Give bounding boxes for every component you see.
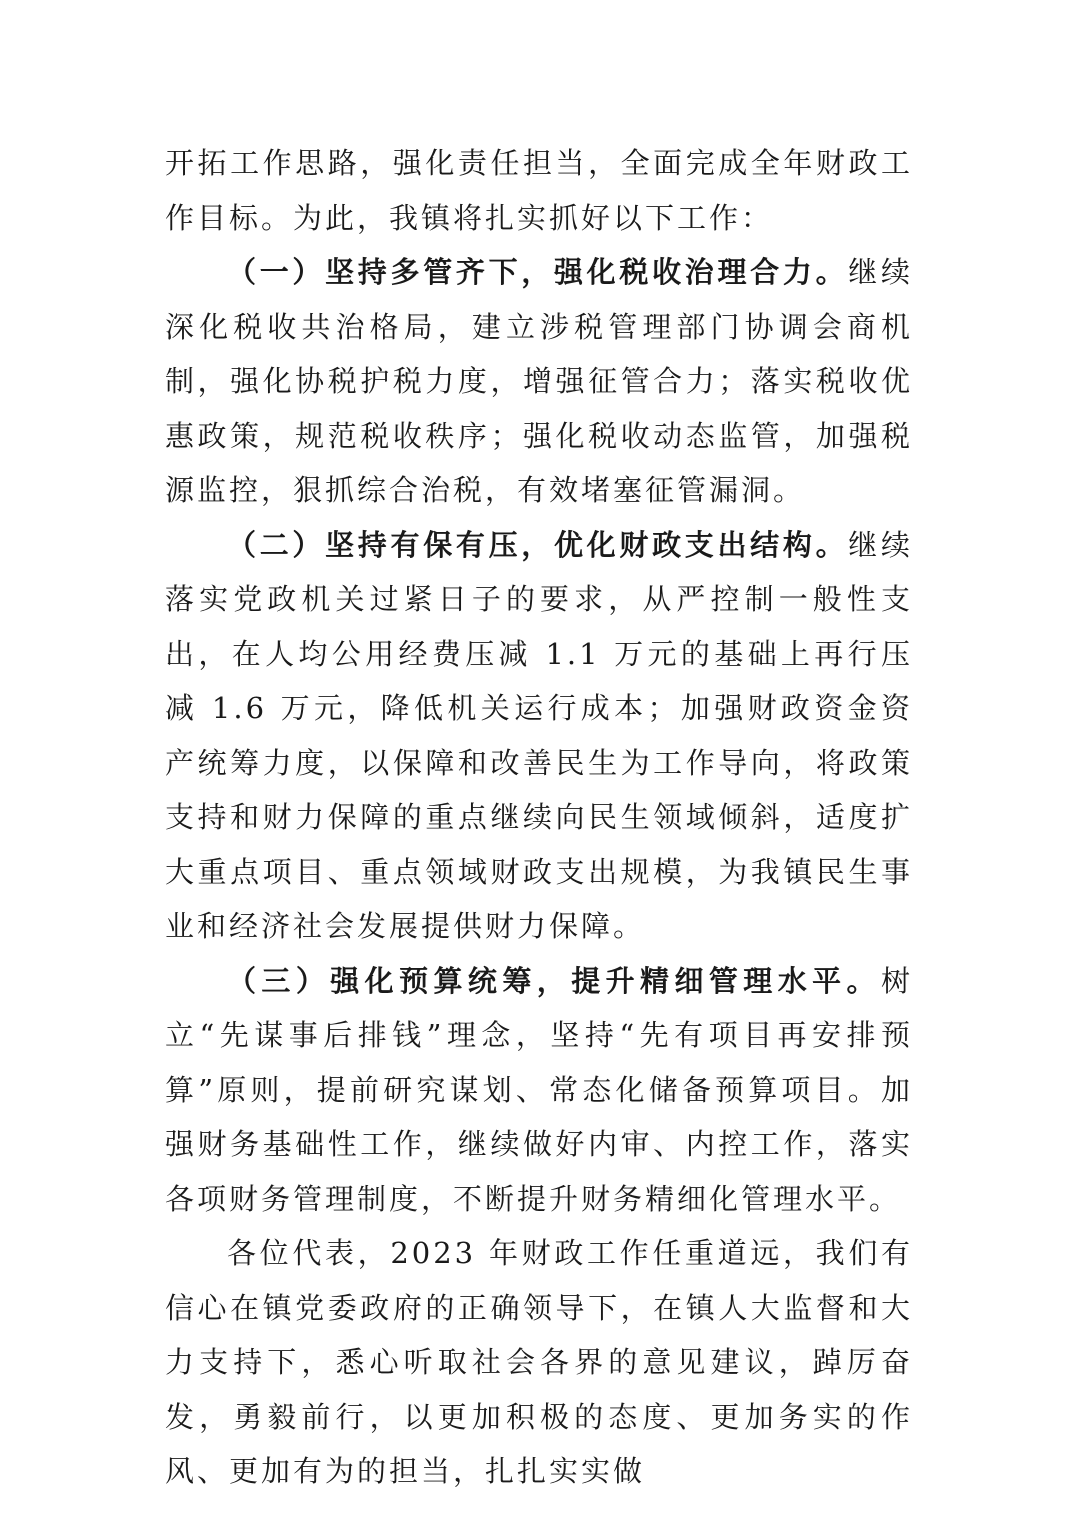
paragraph-text: 继续落实党政机关过紧日子的要求，从严控制一般性支出，在人均公用经费压减 1.1 万元的基础上再行压减 1.6 万元，降低机关运行成本；加强财政资金资产统筹力度，以保障和改善民生为工作导向，将政策支持和财力保障的重点继续向民生领域倾斜，适度扩大重点项目、重点领域财政支出规模，为我镇民生事业和经济社会发展提供财力保障。 [165,527,913,943]
paragraph-section-2 [165,518,913,954]
paragraph-continuation [165,136,913,245]
section-heading: （一）坚持多管齐下，强化税收治理合力。 [227,255,849,289]
paragraph-section-1 [165,245,913,518]
paragraph-text: 开拓工作思路，强化责任担当，全面完成全年财政工作目标。为此，我镇将扎实抓好以下工作： [165,146,913,235]
section-heading: （二）坚持有保有压，优化财政支出结构。 [227,527,849,562]
paragraph-closing [165,1226,913,1499]
document-body [165,136,913,1499]
section-heading: （三）强化预算统筹，提升精细管理水平。 [227,963,881,998]
paragraph-text: 继续深化税收共治格局，建立涉税管理部门协调会商机制，强化协税护税力度，增强征管合力；落实税收优惠政策，规范税收秩序；强化税收动态监管，加强税源监控，狠抓综合治税，有效堵塞征管漏洞。 [165,255,913,507]
paragraph-text: 树立“先谋事后排钱”理念，坚持“先有项目再安排预算”原则，提前研究谋划、常态化储备预算项目。加强财务基础性工作，继续做好内审、内控工作，落实各项财务管理制度，不断提升财务精细化管理水平。 [165,963,913,1216]
paragraph-text: 各位代表，2023 年财政工作任重道远，我们有信心在镇党委政府的正确领导下，在镇人大监督和大力支持下，悉心听取社会各界的意见建议，踔厉奋发，勇毅前行，以更加积极的态度、更加务实的作风、更加有为的担当，扎扎实实做 [165,1236,913,1488]
paragraph-section-3 [165,954,913,1227]
